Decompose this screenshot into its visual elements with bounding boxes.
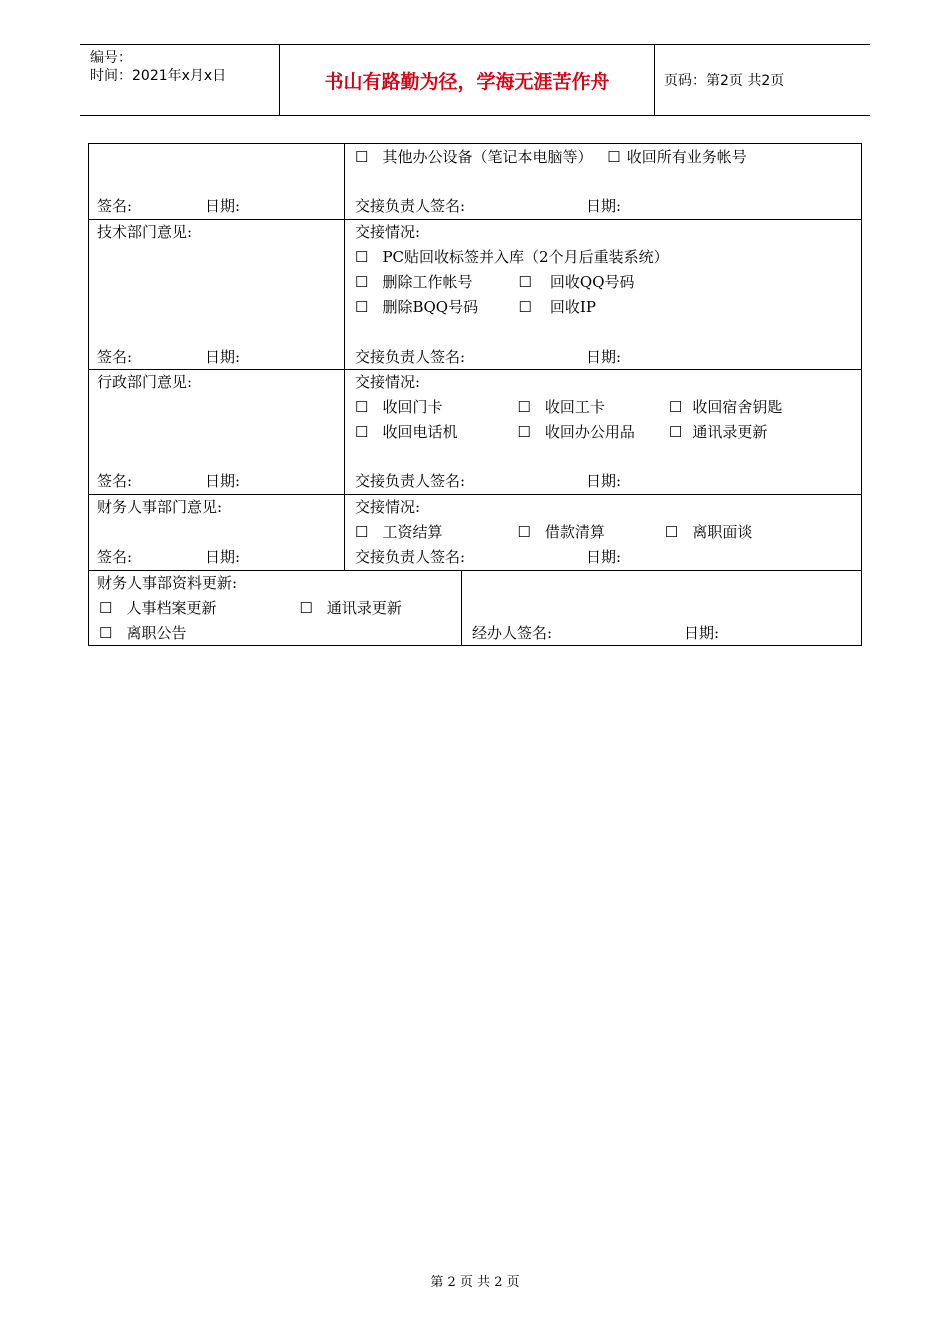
section-title: 财务人事部门意见:: [97, 498, 223, 516]
row-records-left: [89, 570, 462, 646]
checkbox-delete-account[interactable]: ☐: [355, 273, 369, 291]
checkbox-exit-interview[interactable]: ☐: [664, 523, 679, 541]
row-admin-dept: [89, 369, 861, 495]
checkbox-label: 删除工作帐号: [382, 273, 473, 291]
section-title: 财务人事部资料更新:: [97, 574, 238, 592]
checkbox-salary[interactable]: ☐: [355, 523, 369, 541]
handover-date-label: 日期:: [586, 548, 622, 566]
checkbox-dorm-key[interactable]: ☐: [668, 398, 683, 416]
handover-sign-label: 交接负责人签名:: [355, 348, 466, 366]
handover-form: [88, 143, 862, 646]
row-admin-right: [345, 369, 861, 494]
row-finance-left: [89, 494, 345, 570]
sign-label: 签名:: [97, 197, 133, 215]
checkbox-contacts-update[interactable]: ☐: [299, 599, 313, 617]
handover-status-label: 交接情况:: [355, 223, 421, 241]
checkbox-recover-ip[interactable]: ☐: [518, 298, 532, 316]
sign-label: 签名:: [97, 548, 133, 566]
checkbox-label: 删除BQQ号码: [382, 298, 479, 316]
section-title: 技术部门意见:: [97, 223, 193, 241]
row-tech-dept: [89, 219, 861, 370]
row-finance-hr-dept: [89, 494, 861, 571]
row-admin-left: [89, 369, 345, 494]
checklist-line: [355, 247, 669, 267]
checklist-line: [99, 623, 186, 643]
checkbox-label: 收回工卡: [544, 398, 605, 416]
header-motto: 书山有路勤为径，学海无涯苦作舟: [280, 45, 655, 115]
checkbox-contacts-update[interactable]: ☐: [668, 423, 683, 441]
checkbox-resignation-notice[interactable]: ☐: [99, 624, 113, 642]
header-meta: [80, 45, 280, 115]
checklist-line: [99, 598, 402, 618]
checkbox-label: 工资结算: [382, 523, 443, 541]
checkbox-recover-qq[interactable]: ☐: [518, 273, 532, 291]
checkbox-label: 收回门卡: [382, 398, 443, 416]
page-header: [80, 44, 870, 116]
checkbox-label: 通讯录更新: [692, 423, 768, 441]
page-footer: 第 2 页 共 2 页: [430, 1275, 520, 1290]
handover-date-label: 日期:: [586, 348, 622, 366]
checkbox-label: 人事档案更新: [126, 599, 217, 617]
handover-status-label: 交接情况:: [355, 498, 421, 516]
date-label: 日期:: [205, 348, 241, 366]
checkbox-label: 收回办公用品: [544, 423, 635, 441]
checkbox-recover-accounts[interactable]: ☐: [607, 148, 621, 166]
row-records-right: [462, 570, 861, 646]
checklist-line: [355, 422, 767, 442]
date-label: 日期:: [205, 472, 241, 490]
checklist-line: [355, 522, 752, 542]
sign-label: 签名:: [97, 472, 133, 490]
checkbox-label: 收回宿舍钥匙: [692, 398, 783, 416]
checklist-line: [355, 297, 596, 317]
checkbox-delete-bqq[interactable]: ☐: [355, 298, 369, 316]
handover-sign-label: 交接负责人签名:: [355, 197, 466, 215]
checkbox-personnel-file[interactable]: ☐: [99, 599, 113, 617]
row-finance-right: [345, 494, 861, 570]
row-tech-right: [345, 219, 861, 369]
checkbox-label: 回收IP: [549, 298, 596, 316]
checkbox-phone[interactable]: ☐: [355, 423, 369, 441]
handler-sign-label: 经办人签名:: [472, 624, 553, 642]
handover-sign-label: 交接负责人签名:: [355, 548, 466, 566]
sign-label: 签名:: [97, 348, 133, 366]
handler-date-label: 日期:: [684, 624, 720, 642]
checklist-line: [355, 397, 782, 417]
row-tech-left: [89, 219, 345, 369]
checkbox-loan[interactable]: ☐: [517, 523, 531, 541]
date-label: 日期:: [205, 197, 241, 215]
checkbox-label: 其他办公设备（笔记本电脑等）: [382, 148, 593, 166]
checkbox-pc-label[interactable]: ☐: [355, 248, 369, 266]
checkbox-label: 离职面谈: [692, 523, 753, 541]
checkbox-label: 收回电话机: [382, 423, 458, 441]
document-number-label: 编号：: [90, 50, 132, 66]
row-equipment-right: [345, 144, 861, 219]
checklist-line: [355, 147, 747, 167]
row-records-update: [89, 570, 861, 646]
row-equipment: [89, 144, 861, 220]
checkbox-label: 回收QQ号码: [549, 273, 635, 291]
checkbox-work-card[interactable]: ☐: [517, 398, 531, 416]
checkbox-office-supplies[interactable]: ☐: [517, 423, 531, 441]
checkbox-label: 通讯录更新: [326, 599, 402, 617]
checkbox-other-equipment[interactable]: ☐: [355, 148, 369, 166]
handover-sign-label: 交接负责人签名:: [355, 472, 466, 490]
date-label: 日期:: [205, 548, 241, 566]
checkbox-label: 借款清算: [544, 523, 605, 541]
row-equipment-left: [89, 144, 345, 219]
checklist-line: [355, 272, 635, 292]
handover-date-label: 日期:: [586, 472, 622, 490]
checkbox-label: PC贴回收标签并入库（2个月后重装系统）: [382, 248, 669, 266]
header-page-info: 页码：第2页 共2页: [664, 73, 785, 89]
handover-status-label: 交接情况:: [355, 373, 421, 391]
checkbox-label: 收回所有业务帐号: [626, 148, 747, 166]
checkbox-label: 离职公告: [126, 624, 187, 642]
section-title: 行政部门意见:: [97, 373, 193, 391]
document-time-label: 时间：2021年x月x日: [90, 68, 227, 84]
checkbox-door-card[interactable]: ☐: [355, 398, 369, 416]
handover-date-label: 日期:: [586, 197, 622, 215]
